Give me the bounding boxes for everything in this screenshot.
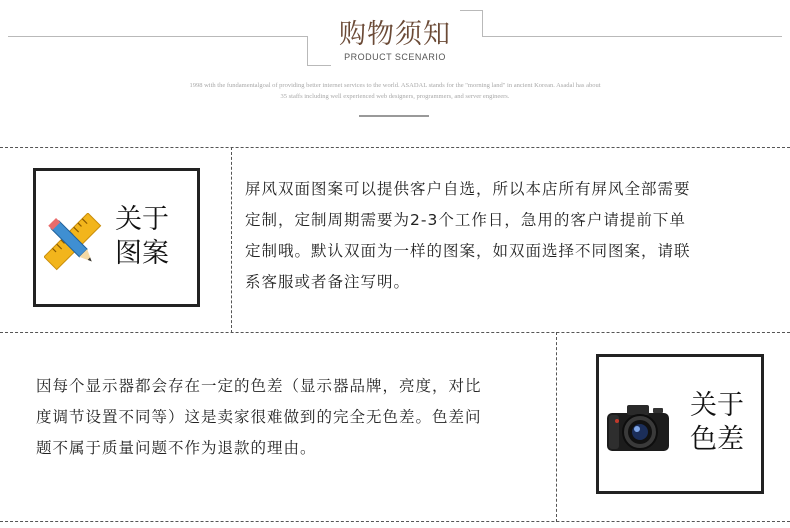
dashed-line-bottom <box>0 521 790 522</box>
header-rule-bottom <box>307 65 331 66</box>
color-text-line: 因每个显示器都会存在一定的色差（显示器品牌，亮度，对比 <box>36 377 482 395</box>
header-rule-right <box>482 36 782 37</box>
color-topic-label <box>685 389 749 457</box>
header-rule-left <box>8 36 308 37</box>
pattern-topic-label <box>110 203 174 271</box>
page-title: 购物须知 <box>339 19 451 50</box>
camera-icon <box>605 401 671 455</box>
pattern-topic-box <box>33 168 200 307</box>
pattern-text-line: 定制，定制周期需要为2-3个工作日，急用的客户请提前下单 <box>245 211 686 229</box>
pattern-text-line: 系客服或者备注写明。 <box>245 273 411 291</box>
color-text-line: 题不属于质量问题不作为退款的理由。 <box>36 439 317 457</box>
header-rule-top <box>460 10 483 11</box>
color-difference-description <box>36 371 551 464</box>
dashed-line-top <box>0 147 790 148</box>
pattern-label-line-1: 关于 <box>115 204 169 235</box>
color-text-line: 度调节设置不同等）这是卖家很难做到的完全无色差。色差问 <box>36 408 482 426</box>
pattern-text-line: 定制哦。默认双面为一样的图案，如双面选择不同图案，请联 <box>245 242 691 260</box>
pattern-description <box>245 174 785 298</box>
color-label-line-1: 关于 <box>690 390 744 421</box>
header-description-line-2: 35 staffs including well experienced web designers, programmers, and server engineers. <box>280 93 510 100</box>
pattern-label-line-2: 图案 <box>115 238 169 269</box>
dashed-divider-section-1 <box>231 147 232 333</box>
color-topic-box <box>596 354 764 494</box>
ruler-pencil-icon <box>44 213 102 271</box>
header-description-line-1: 1998 with the fundamentalgoal of providing better internet services to the world. ASADAL stands for the "morning land" in ancient Korean. Asadal has about <box>189 82 601 89</box>
dashed-divider-section-2 <box>556 332 557 522</box>
pattern-text-line: 屏风双面图案可以提供客户自选，所以本店所有屏风全部需要 <box>245 180 691 198</box>
dashed-line-middle <box>0 332 790 333</box>
page-subtitle: PRODUCT SCENARIO <box>344 52 446 62</box>
color-label-line-2: 色差 <box>690 424 744 455</box>
header-divider <box>359 115 429 117</box>
